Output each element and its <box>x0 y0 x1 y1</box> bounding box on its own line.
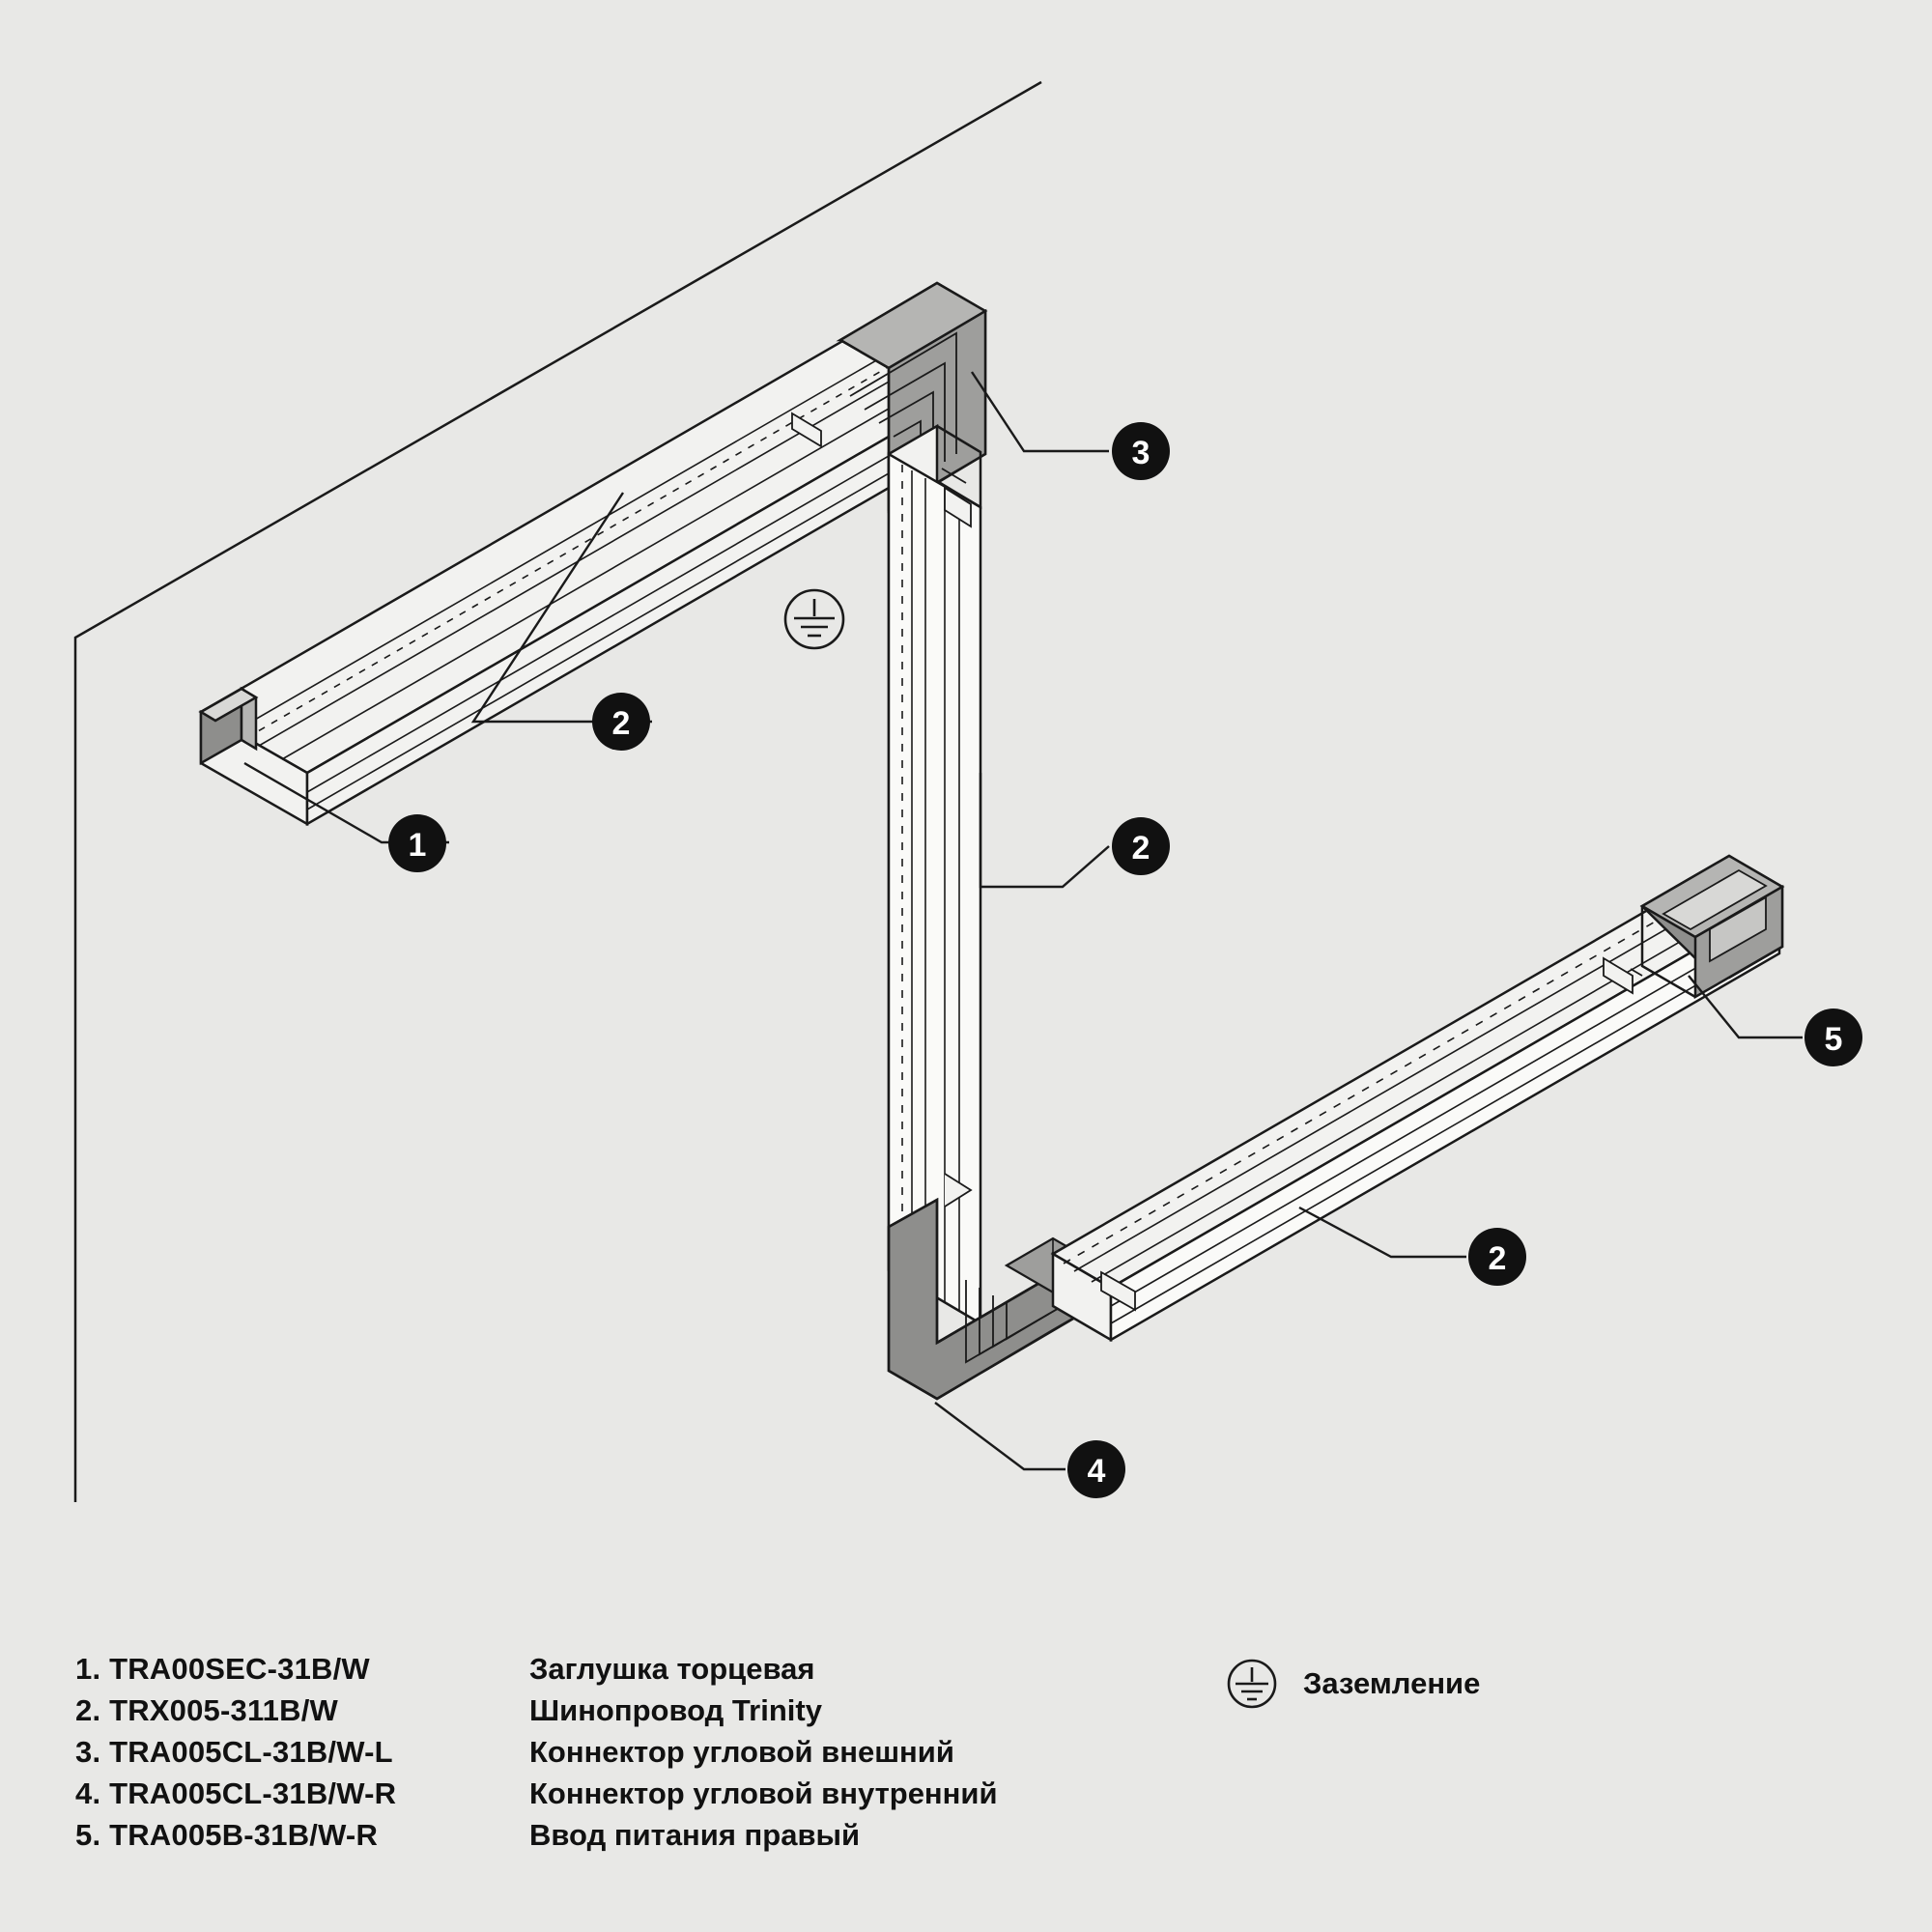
callout-1[interactable] <box>388 814 446 872</box>
legend-item-4-code: 4. TRA005CL-31B/W-R <box>75 1776 397 1810</box>
callout-4-label: 4 <box>1087 1453 1106 1490</box>
track-segment-vertical <box>889 426 980 1323</box>
legend-item-2-code: 2. TRX005-311B/W <box>75 1693 338 1727</box>
ground-earth-icon <box>785 590 843 648</box>
legend-item-4-desc: Коннектор угловой внутренний <box>529 1776 998 1810</box>
legend-item-3-code: 3. TRA005CL-31B/W-L <box>75 1735 393 1769</box>
legend-item-5-desc: Ввод питания правый <box>529 1818 861 1852</box>
ground-earth-icon <box>1222 1654 1282 1714</box>
legend-item-1-desc: Заглушка торцевая <box>529 1652 815 1686</box>
callout-3[interactable] <box>1112 422 1170 480</box>
callout-2b-label: 2 <box>1131 830 1151 867</box>
callout-4[interactable] <box>1067 1440 1125 1498</box>
callout-2a-label: 2 <box>611 705 631 742</box>
callout-2b[interactable] <box>1112 817 1170 875</box>
callout-5[interactable] <box>1804 1009 1862 1066</box>
callout-2a[interactable] <box>592 693 650 751</box>
legend-item-3-desc: Коннектор угловой внешний <box>529 1735 954 1769</box>
callout-5-label: 5 <box>1824 1021 1843 1058</box>
track-segment-upper-left <box>201 326 976 824</box>
legend-ground-label: Заземление <box>1303 1666 1481 1700</box>
callout-2c[interactable] <box>1468 1228 1526 1286</box>
legend-item-5 <box>75 1818 1718 1860</box>
track-segment-lower-right <box>1053 867 1779 1340</box>
callout-2c-label: 2 <box>1488 1240 1507 1277</box>
legend-item-1-code: 1. TRA00SEC-31B/W <box>75 1652 370 1686</box>
callout-3-label: 3 <box>1131 435 1151 471</box>
legend-item-5-code: 5. TRA005B-31B/W-R <box>75 1818 379 1852</box>
callout-1-label: 1 <box>408 827 427 864</box>
legend-item-2-desc: Шинопровод Trinity <box>529 1693 822 1727</box>
legend-item-4 <box>75 1776 1718 1818</box>
legend-item-3 <box>75 1735 1718 1776</box>
legend-ground <box>1222 1654 1480 1714</box>
